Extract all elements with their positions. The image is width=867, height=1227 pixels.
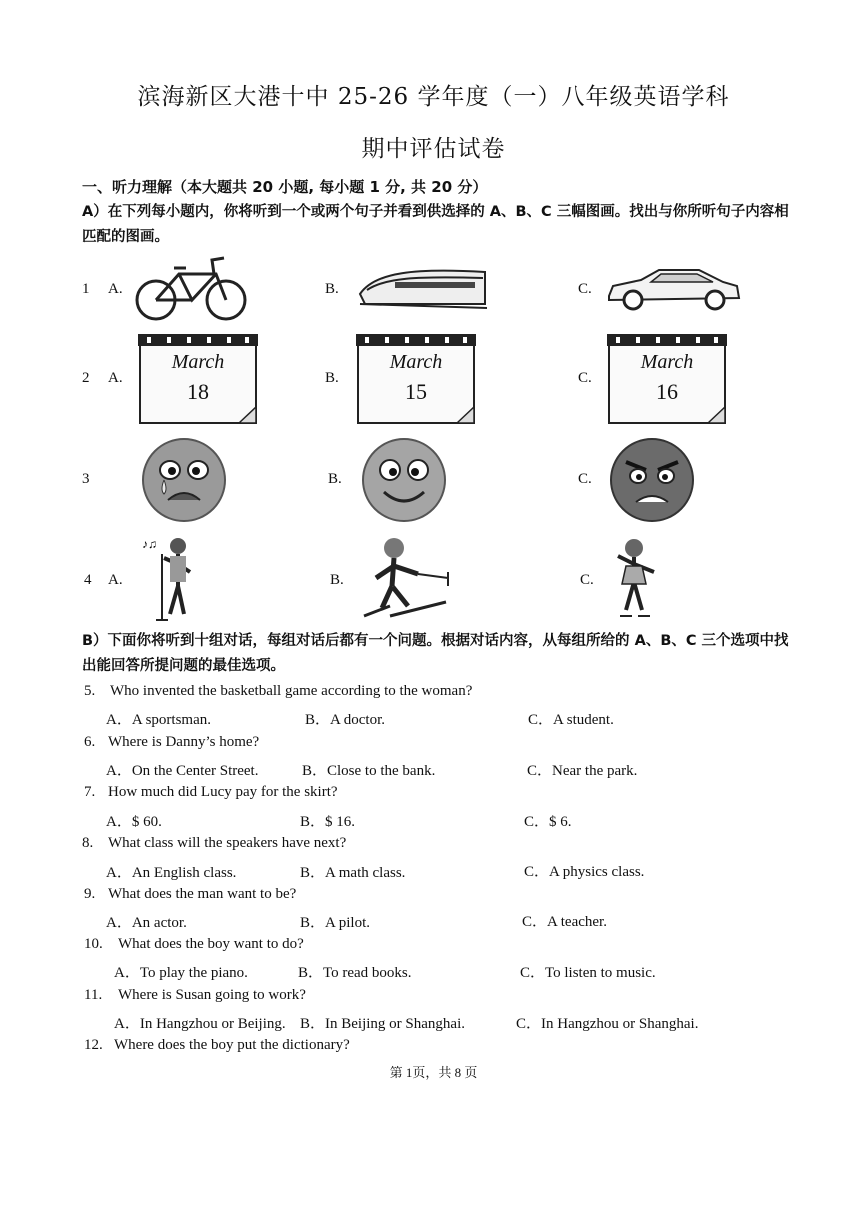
option-b: B．A pilot. <box>300 915 371 931</box>
skier-icon <box>360 536 452 624</box>
question-number: 7. <box>84 784 96 800</box>
option-b: B．To read books. <box>298 965 412 981</box>
option-label: A. <box>108 370 123 386</box>
option-b: B．Close to the bank. <box>302 763 436 779</box>
option-b: B．A doctor. <box>305 712 386 728</box>
question-text: Where is Susan going to work? <box>118 987 306 1003</box>
calendar-day: 16 <box>656 379 678 404</box>
calendar-month: March <box>389 351 443 373</box>
question-number: 4 <box>84 572 92 588</box>
option-label: B. <box>328 471 342 487</box>
option-a: A．$ 60. <box>106 814 162 830</box>
option-label: C. <box>578 281 592 297</box>
question-text: How much did Lucy pay for the skirt? <box>108 784 338 800</box>
option-a: A．A sportsman. <box>106 712 212 728</box>
calendar-day: 18 <box>187 379 209 404</box>
option-label: B. <box>325 370 339 386</box>
option-label: C. <box>578 370 592 386</box>
option-label: A. <box>108 281 123 297</box>
part-a-instruction: A）在下列每小题内，你将听到一个或两个句子并看到供选择的 A、B、C 三幅图画。找出与你所听句子内容相匹配的图画。 <box>82 204 789 245</box>
singer-icon <box>140 534 204 624</box>
option-label: C. <box>580 572 594 588</box>
bicycle-icon <box>134 252 250 322</box>
option-a: A．In Hangzhou or Beijing. <box>114 1016 286 1032</box>
question-number: 11. <box>84 987 103 1003</box>
option-label: C. <box>578 471 592 487</box>
question-text: What class will the speakers have next? <box>108 835 347 851</box>
option-b: B．A math class. <box>300 865 406 881</box>
section-heading: 一、听力理解（本大题共 20 小题, 每小题 1 分, 共 20 分） <box>82 178 488 196</box>
option-c: C．A student. <box>528 712 614 728</box>
question-number: 9. <box>84 886 96 902</box>
calendar-icon <box>137 333 259 425</box>
calendar-icon <box>355 333 477 425</box>
question-number: 2 <box>82 370 90 386</box>
crying-face-icon <box>140 436 228 524</box>
question-text: Where does the boy put the dictionary? <box>114 1037 350 1053</box>
option-c: C．Near the park. <box>527 763 638 779</box>
page-subtitle: 期中评估试卷 <box>361 136 506 162</box>
question-text: What does the boy want to do? <box>118 936 304 952</box>
option-b: B．$ 16. <box>300 814 356 830</box>
question-number: 5. <box>84 683 96 699</box>
calendar-icon <box>606 333 728 425</box>
question-number: 10. <box>84 936 103 952</box>
calendar-month: March <box>640 351 694 373</box>
page-title: 滨海新区大港十中 25-26 学年度（一）八年级英语学科 <box>137 84 730 110</box>
option-b: B．In Beijing or Shanghai. <box>300 1016 465 1032</box>
option-label: B. <box>330 572 344 588</box>
option-a: A．An English class. <box>106 865 237 881</box>
option-a: A．An actor. <box>106 915 187 931</box>
option-a: A．On the Center Street. <box>106 763 259 779</box>
train-icon <box>355 266 490 312</box>
happy-face-icon <box>360 436 448 524</box>
option-label: B. <box>325 281 339 297</box>
question-text: What does the man want to be? <box>108 886 297 902</box>
question-number: 6. <box>84 734 96 750</box>
question-number: 3 <box>82 471 90 487</box>
part-b-instruction: B）下面你将听到十组对话，每组对话后都有一个问题。根据对话内容，从每组所给的 A、B、C 三个选项中找出能回答所提问题的最佳选项。 <box>82 633 789 674</box>
option-label: A. <box>108 572 123 588</box>
calendar-month: March <box>171 351 225 373</box>
option-a: A．To play the piano. <box>114 965 248 981</box>
car-icon <box>605 266 743 312</box>
option-c: C．A physics class. <box>524 864 645 880</box>
angry-face-icon <box>608 436 696 524</box>
question-text: Where is Danny’s home? <box>108 734 260 750</box>
svg-text:♪♫: ♪♫ <box>142 537 157 551</box>
option-c: C．In Hangzhou or Shanghai. <box>516 1016 699 1032</box>
question-number: 12. <box>84 1037 103 1053</box>
option-c: C．$ 6. <box>524 814 572 830</box>
option-c: C．A teacher. <box>522 914 607 930</box>
skater-icon <box>608 536 664 624</box>
question-number: 1 <box>82 281 90 297</box>
calendar-day: 15 <box>405 379 427 404</box>
page-number: 第 1页，共 8 页 <box>389 1065 478 1080</box>
question-number: 8. <box>82 835 94 851</box>
question-text: Who invented the basketball game according to the woman? <box>110 683 473 699</box>
option-c: C．To listen to music. <box>520 965 656 981</box>
